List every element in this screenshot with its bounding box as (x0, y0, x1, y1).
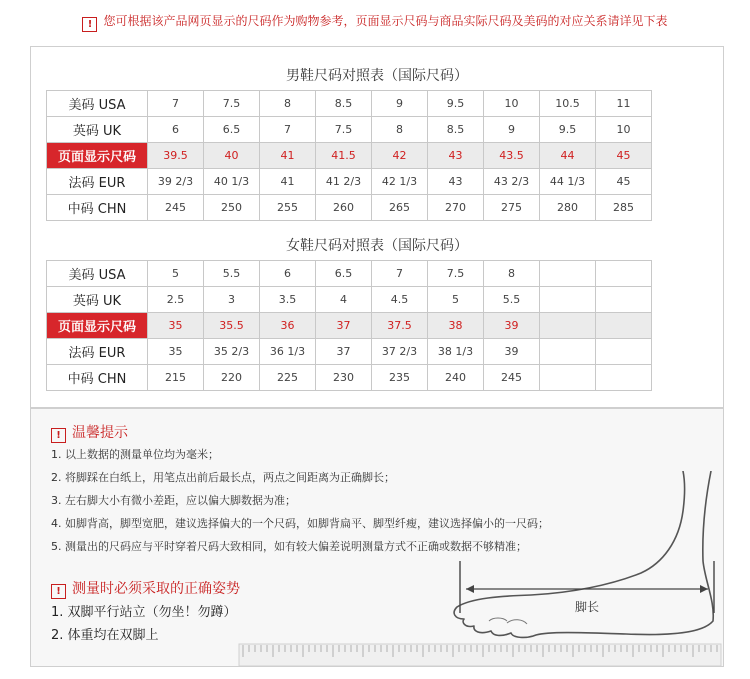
size-row (47, 365, 652, 391)
row-label: 美码 USA (47, 91, 148, 117)
size-cell: 215 (148, 365, 204, 391)
men-size-table (46, 90, 652, 221)
size-row (47, 313, 652, 339)
tip-item: 1. 以上数据的测量单位均为毫米； (51, 448, 219, 461)
size-cell: 37 2/3 (372, 339, 428, 365)
size-cell: 35 2/3 (204, 339, 260, 365)
size-cell: 41 (260, 169, 316, 195)
size-cell: 265 (372, 195, 428, 221)
size-cell: 250 (204, 195, 260, 221)
size-cell: 6.5 (204, 117, 260, 143)
size-cell: 38 1/3 (428, 339, 484, 365)
size-cell: 5.5 (204, 261, 260, 287)
size-cell: 245 (484, 365, 540, 391)
size-cell: 5 (428, 287, 484, 313)
size-cell: 38 (428, 313, 484, 339)
floor-ruler (239, 644, 721, 666)
size-cell: 270 (428, 195, 484, 221)
size-cell: 7 (372, 261, 428, 287)
size-cell: 43 2/3 (484, 169, 540, 195)
size-cell: 41.5 (316, 143, 372, 169)
notice-text: 您可根据该产品网页显示的尺码作为购物参考，页面显示尺码与商品实际尺码及美码的对应关系请详见下表 (103, 14, 668, 28)
size-row (47, 117, 652, 143)
size-row (47, 91, 652, 117)
size-cell: 42 (372, 143, 428, 169)
size-cell (596, 287, 652, 313)
women-size-table (46, 260, 652, 391)
size-cell: 6 (260, 261, 316, 287)
size-row (47, 169, 652, 195)
size-cell: 5 (148, 261, 204, 287)
tip-item: 3. 左右脚大小有微小差距，应以偏大脚数据为准； (51, 494, 296, 507)
row-label: 页面显示尺码 (47, 143, 148, 169)
size-cell: 39 (484, 339, 540, 365)
row-label: 英码 UK (47, 117, 148, 143)
size-cell: 8 (372, 117, 428, 143)
size-cell (596, 261, 652, 287)
arrow-head-left (466, 585, 474, 593)
size-cell: 35 (148, 339, 204, 365)
size-cell: 45 (596, 169, 652, 195)
size-cell: 37 (316, 313, 372, 339)
size-cell: 220 (204, 365, 260, 391)
tips-heading-text: 温馨提示 (72, 425, 128, 441)
size-cell: 6.5 (316, 261, 372, 287)
women-chart-title: 女鞋尺码对照表（国际尺码） (286, 238, 468, 254)
size-cell: 6 (148, 117, 204, 143)
size-cell: 4 (316, 287, 372, 313)
size-cell: 8 (484, 261, 540, 287)
size-cell: 43 (428, 169, 484, 195)
size-chart-panel (30, 46, 724, 408)
warning-icon: ! (51, 584, 66, 599)
size-cell: 7.5 (204, 91, 260, 117)
size-cell: 245 (148, 195, 204, 221)
size-cell: 235 (372, 365, 428, 391)
size-cell: 36 1/3 (260, 339, 316, 365)
size-cell: 41 2/3 (316, 169, 372, 195)
size-cell: 230 (316, 365, 372, 391)
size-cell: 45 (596, 143, 652, 169)
foot-measurement-illustration (231, 471, 723, 666)
row-label: 英码 UK (47, 287, 148, 313)
size-cell: 37.5 (372, 313, 428, 339)
size-cell: 10.5 (540, 91, 596, 117)
size-cell: 8.5 (428, 117, 484, 143)
size-row (47, 287, 652, 313)
tip-item: 5. 测量出的尺码应与平时穿着尺码大致相同，如有较大偏差说明测量方式不正确或数据不够精准； (51, 540, 527, 553)
warning-icon: ! (51, 428, 66, 443)
men-chart-title: 男鞋尺码对照表（国际尺码） (286, 68, 468, 84)
row-label: 法码 EUR (47, 169, 148, 195)
size-cell: 7.5 (316, 117, 372, 143)
row-label: 中码 CHN (47, 365, 148, 391)
size-row (47, 339, 652, 365)
size-cell (540, 365, 596, 391)
size-cell: 42 1/3 (372, 169, 428, 195)
size-cell: 9 (372, 91, 428, 117)
size-cell: 7 (148, 91, 204, 117)
size-cell: 3.5 (260, 287, 316, 313)
arrow-head-right (700, 585, 708, 593)
posture-item: 2. 体重均在双脚上 (51, 628, 159, 643)
toe-lines (489, 618, 527, 624)
top-notice (0, 12, 750, 32)
size-cell: 7 (260, 117, 316, 143)
size-cell: 43.5 (484, 143, 540, 169)
size-cell: 41 (260, 143, 316, 169)
size-cell: 40 (204, 143, 260, 169)
foot-length-label: 脚长 (574, 600, 600, 614)
size-cell: 35 (148, 313, 204, 339)
size-cell: 8 (260, 91, 316, 117)
size-cell: 240 (428, 365, 484, 391)
size-cell: 255 (260, 195, 316, 221)
size-cell (596, 313, 652, 339)
size-cell: 10 (596, 117, 652, 143)
size-cell: 35.5 (204, 313, 260, 339)
size-cell (596, 365, 652, 391)
size-cell: 44 (540, 143, 596, 169)
size-cell: 36 (260, 313, 316, 339)
size-row (47, 261, 652, 287)
size-cell: 7.5 (428, 261, 484, 287)
size-cell: 9 (484, 117, 540, 143)
size-cell: 44 1/3 (540, 169, 596, 195)
size-cell: 9.5 (540, 117, 596, 143)
posture-heading-text: 测量时必须采取的正确姿势 (72, 581, 240, 597)
tip-item: 2. 将脚踩在白纸上，用笔点出前后最长点，两点之间距离为正确脚长； (51, 471, 395, 484)
size-cell: 39 (484, 313, 540, 339)
size-cell: 8.5 (316, 91, 372, 117)
size-cell (540, 261, 596, 287)
size-cell: 10 (484, 91, 540, 117)
size-cell: 39 2/3 (148, 169, 204, 195)
size-cell: 4.5 (372, 287, 428, 313)
posture-item: 1. 双脚平行站立（勿坐！勿蹲） (51, 605, 237, 620)
row-label: 法码 EUR (47, 339, 148, 365)
tip-item: 4. 如脚背高，脚型宽肥，建议选择偏大的一个尺码，如脚背扁平、脚型纤瘦，建议选择偏小的一尺码； (51, 517, 549, 530)
row-label: 美码 USA (47, 261, 148, 287)
size-cell: 40 1/3 (204, 169, 260, 195)
size-cell: 285 (596, 195, 652, 221)
tips-panel (30, 408, 724, 667)
size-cell: 260 (316, 195, 372, 221)
size-cell (596, 339, 652, 365)
size-cell: 37 (316, 339, 372, 365)
row-label: 中码 CHN (47, 195, 148, 221)
posture-heading (51, 578, 240, 599)
size-row (47, 143, 652, 169)
size-cell: 2.5 (148, 287, 204, 313)
size-cell: 280 (540, 195, 596, 221)
tips-heading (51, 422, 128, 443)
size-cell: 3 (204, 287, 260, 313)
size-cell: 43 (428, 143, 484, 169)
size-cell (540, 313, 596, 339)
size-cell: 11 (596, 91, 652, 117)
row-label: 页面显示尺码 (47, 313, 148, 339)
size-cell: 39.5 (148, 143, 204, 169)
size-cell: 225 (260, 365, 316, 391)
warning-icon: ! (82, 17, 97, 32)
size-cell (540, 339, 596, 365)
size-cell: 9.5 (428, 91, 484, 117)
size-cell: 5.5 (484, 287, 540, 313)
size-row (47, 195, 652, 221)
size-cell: 275 (484, 195, 540, 221)
size-cell (540, 287, 596, 313)
